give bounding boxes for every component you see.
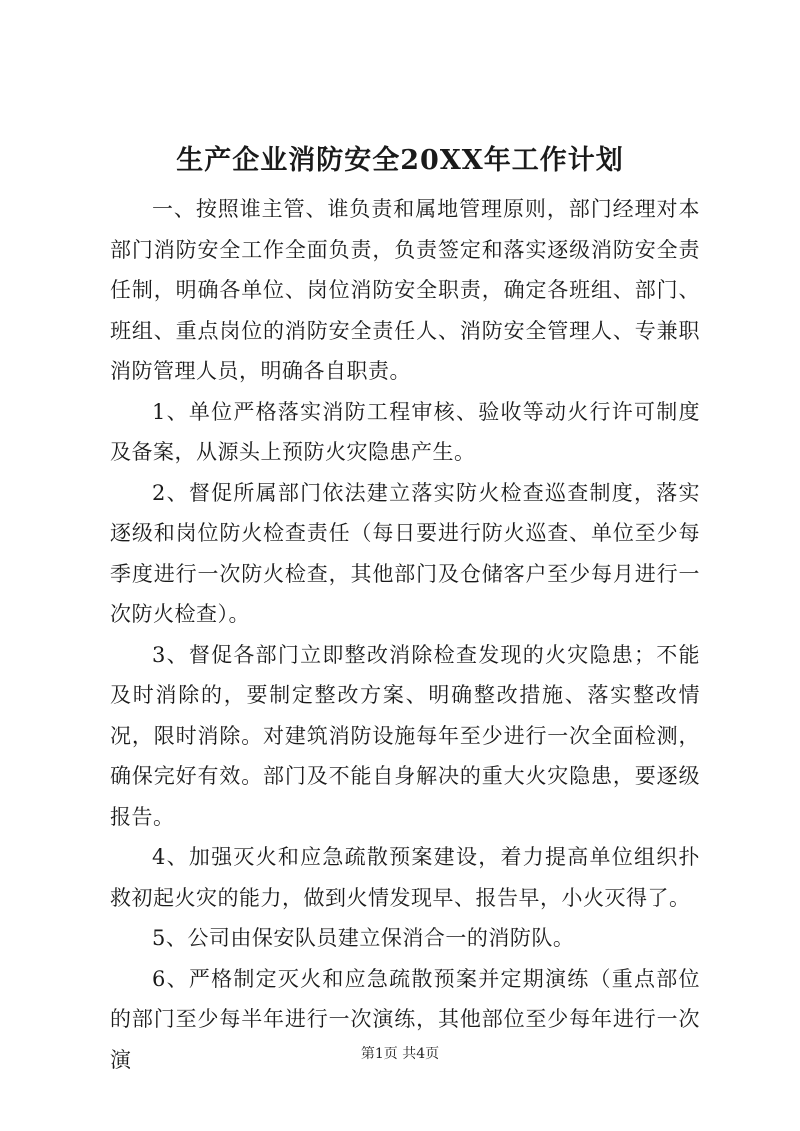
paragraph-item-4: 4、加强灭火和应急疏散预案建设，着力提高单位组织扑救初起火灾的能力，做到火情发现早、报告早，小火灭得了。 <box>110 845 700 910</box>
paragraph-item-2: 2、督促所属部门依法建立落实防火检查巡查制度，落实逐级和岗位防火检查责任（每日要进行防火巡查、单位至少每季度进行一次防火检查，其他部门及仓储客户至少每月进行一次防火检查）。 <box>110 480 700 626</box>
paragraph-item-5: 5、公司由保安队员建立保消合一的消防队。 <box>152 926 575 950</box>
paragraph-item-1: 1、单位严格落实消防工程审核、验收等动火行许可制度及备案，从源头上预防火灾隐患产生。 <box>110 399 700 464</box>
page-number-footer: 第1页 共4页 <box>360 1046 440 1062</box>
paragraph-item-3: 3、督促各部门立即整改消除检查发现的火灾隐患；不能及时消除的，要制定整改方案、明确整改措施、落实整改情况，限时消除。对建筑消防设施每年至少进行一次全面检测，确保完好有效。部门及不能自身解决的重大火灾隐患，要逐级报告。 <box>110 642 700 829</box>
paragraph-item-6: 6、严格制定灭火和应急疏散预案并定期演练（重点部位的部门至少每半年进行一次演练，其他部位至少每年进行一次演 <box>110 966 700 1072</box>
paragraph-principle: 一、按照谁主管、谁负责和属地管理原则，部门经理对本部门消防安全工作全面负责，负责签定和落实逐级消防安全责任制，明确各单位、岗位消防安全职责，确定各班组、部门、班组、重点岗位的消防安全责任人、消防安全管理人、专兼职消防管理人员，明确各自职责。 <box>110 197 700 383</box>
page-title: 生产企业消防安全20XX年工作计划 <box>176 145 624 176</box>
document-body <box>110 189 700 1080</box>
